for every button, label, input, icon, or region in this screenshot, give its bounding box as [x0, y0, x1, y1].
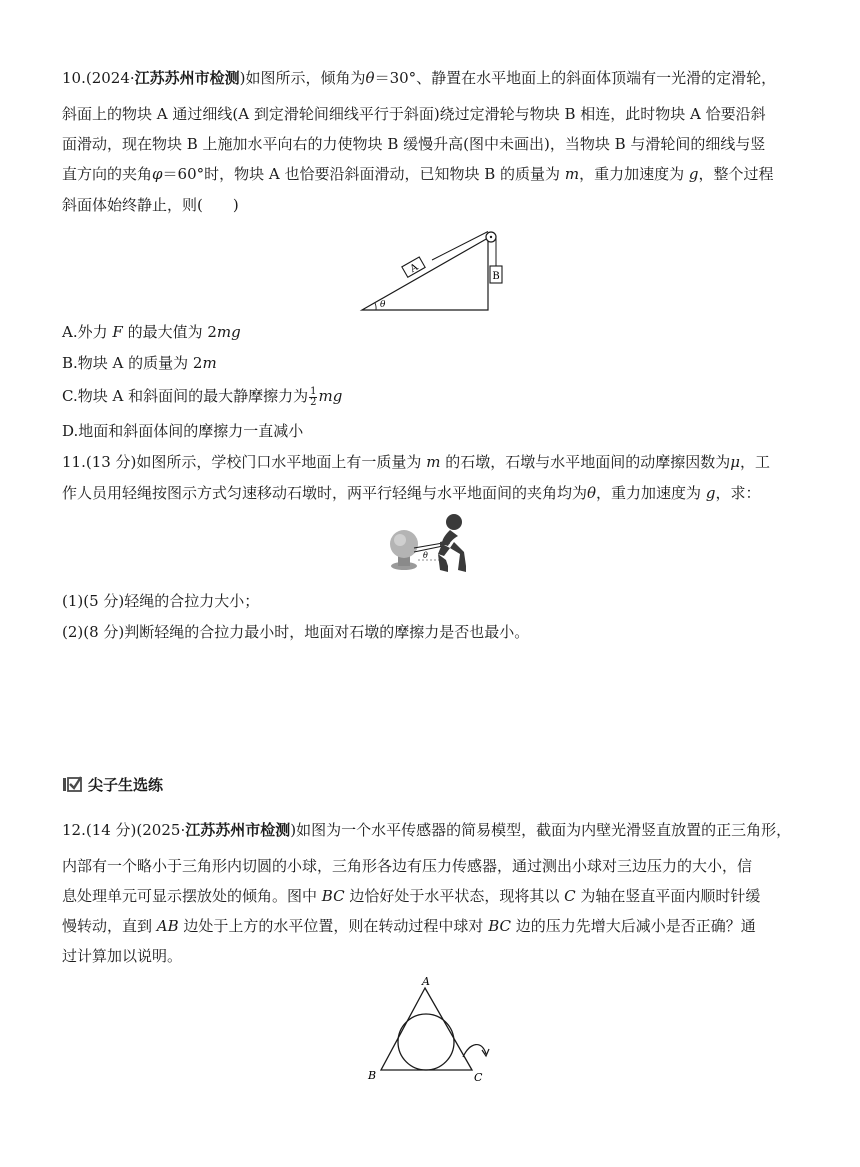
q11-line-2: 作人员用轻绳按图示方式匀速移动石墩时，两平行轻绳与水平地面间的夹角均为θ，重力加速度为 g，求： — [62, 484, 761, 502]
q10-option-d: D.地面和斜面体间的摩擦力一直减小 — [62, 422, 304, 440]
q11-sub-2: (2)(8 分)判断轻绳的合拉力最小时，地面对石墩的摩擦力是否也最小。 — [62, 623, 530, 641]
q10-option-b: B.物块 A 的质量为 2m — [62, 354, 217, 372]
q12-line-4: 慢转动，直到 AB 边处于上方的水平位置，则在转动过程中球对 BC 边的压力先增大后减小是否正确？通 — [62, 917, 756, 935]
q10-option-c: C.物块 A 和斜面间的最大静摩擦力为 $\frac{1}{2}$ mg — [62, 385, 343, 408]
q10-line-5: 斜面体始终静止，则( ) — [62, 196, 239, 214]
block-a-label: A — [408, 261, 421, 276]
q10-line-3: 面滑动，现在物块 B 上施加水平向右的力使物块 B 缓慢升高(图中未画出)，当物块 B 与滑轮间的细线与竖 — [62, 135, 766, 153]
triangle-sensor-figure — [362, 974, 502, 1086]
q11-sub-1: (1)(5 分)轻绳的合拉力大小； — [62, 592, 260, 610]
q12-source: 江苏苏州市检测 — [185, 821, 291, 839]
section-title: 尖子生选练 — [88, 775, 164, 794]
vertex-a-label: A — [422, 975, 430, 988]
q10-source: 江苏苏州市检测 — [134, 69, 240, 87]
worker-head — [446, 514, 462, 530]
q10-line-2: 斜面上的物块 A 通过细线(A 到定滑轮间细线平行于斜面)绕过定滑轮与物块 B 相连，此时物块 A 恰要沿斜 — [62, 105, 766, 123]
section-check-icon — [62, 775, 82, 793]
block-b-label: B — [492, 271, 500, 282]
q12-line-1: 12.(14 分)(2025·江苏苏州市检测)如图为一个水平传感器的简易模型，截面为内壁光滑竖直放置的正三角形， — [62, 821, 792, 839]
vertex-b-label: B — [368, 1069, 377, 1082]
q10-option-a: A.外力 F 的最大值为 2mg — [62, 323, 241, 341]
q12-line-3: 息处理单元可显示摆放处的倾角。图中 BC 边恰好处于水平状态，现将其以 C 为轴在竖直平面内顺时针缓 — [62, 887, 761, 905]
fraction-one-half: $\frac{1}{2}$ — [310, 385, 317, 408]
stone-pier-figure — [388, 510, 470, 578]
q10-line-4: 直方向的夹角φ＝60°时，物块 A 也恰要沿斜面滑动，已知物块 B 的质量为 m，重力加速度为 g，整个过程 — [62, 165, 774, 183]
theta-label: θ — [380, 300, 386, 310]
equilateral-triangle — [381, 988, 472, 1070]
vertex-c-label: C — [474, 1071, 483, 1084]
q12-line-5: 过计算加以说明。 — [62, 947, 183, 965]
q10-line-1: 10.(2024·江苏苏州市检测)如图所示，倾角为θ＝30°、静置在水平地面上的斜面体顶端有一光滑的定滑轮， — [62, 69, 777, 87]
string-a — [432, 232, 488, 261]
q12-line-2: 内部有一个略小于三角形内切圆的小球，三角形各边有压力传感器，通过测出小球对三边压力的大小，信 — [62, 857, 753, 875]
theta-label: θ — [423, 551, 428, 560]
q11-line-1: 11.(13 分)如图所示，学校门口水平地面上有一质量为 m 的石墩，石墩与水平地面间的动摩擦因数为μ，工 — [62, 453, 770, 471]
inner-ball — [398, 1014, 454, 1070]
incline-pulley-figure — [356, 226, 508, 314]
section-header — [62, 774, 163, 794]
